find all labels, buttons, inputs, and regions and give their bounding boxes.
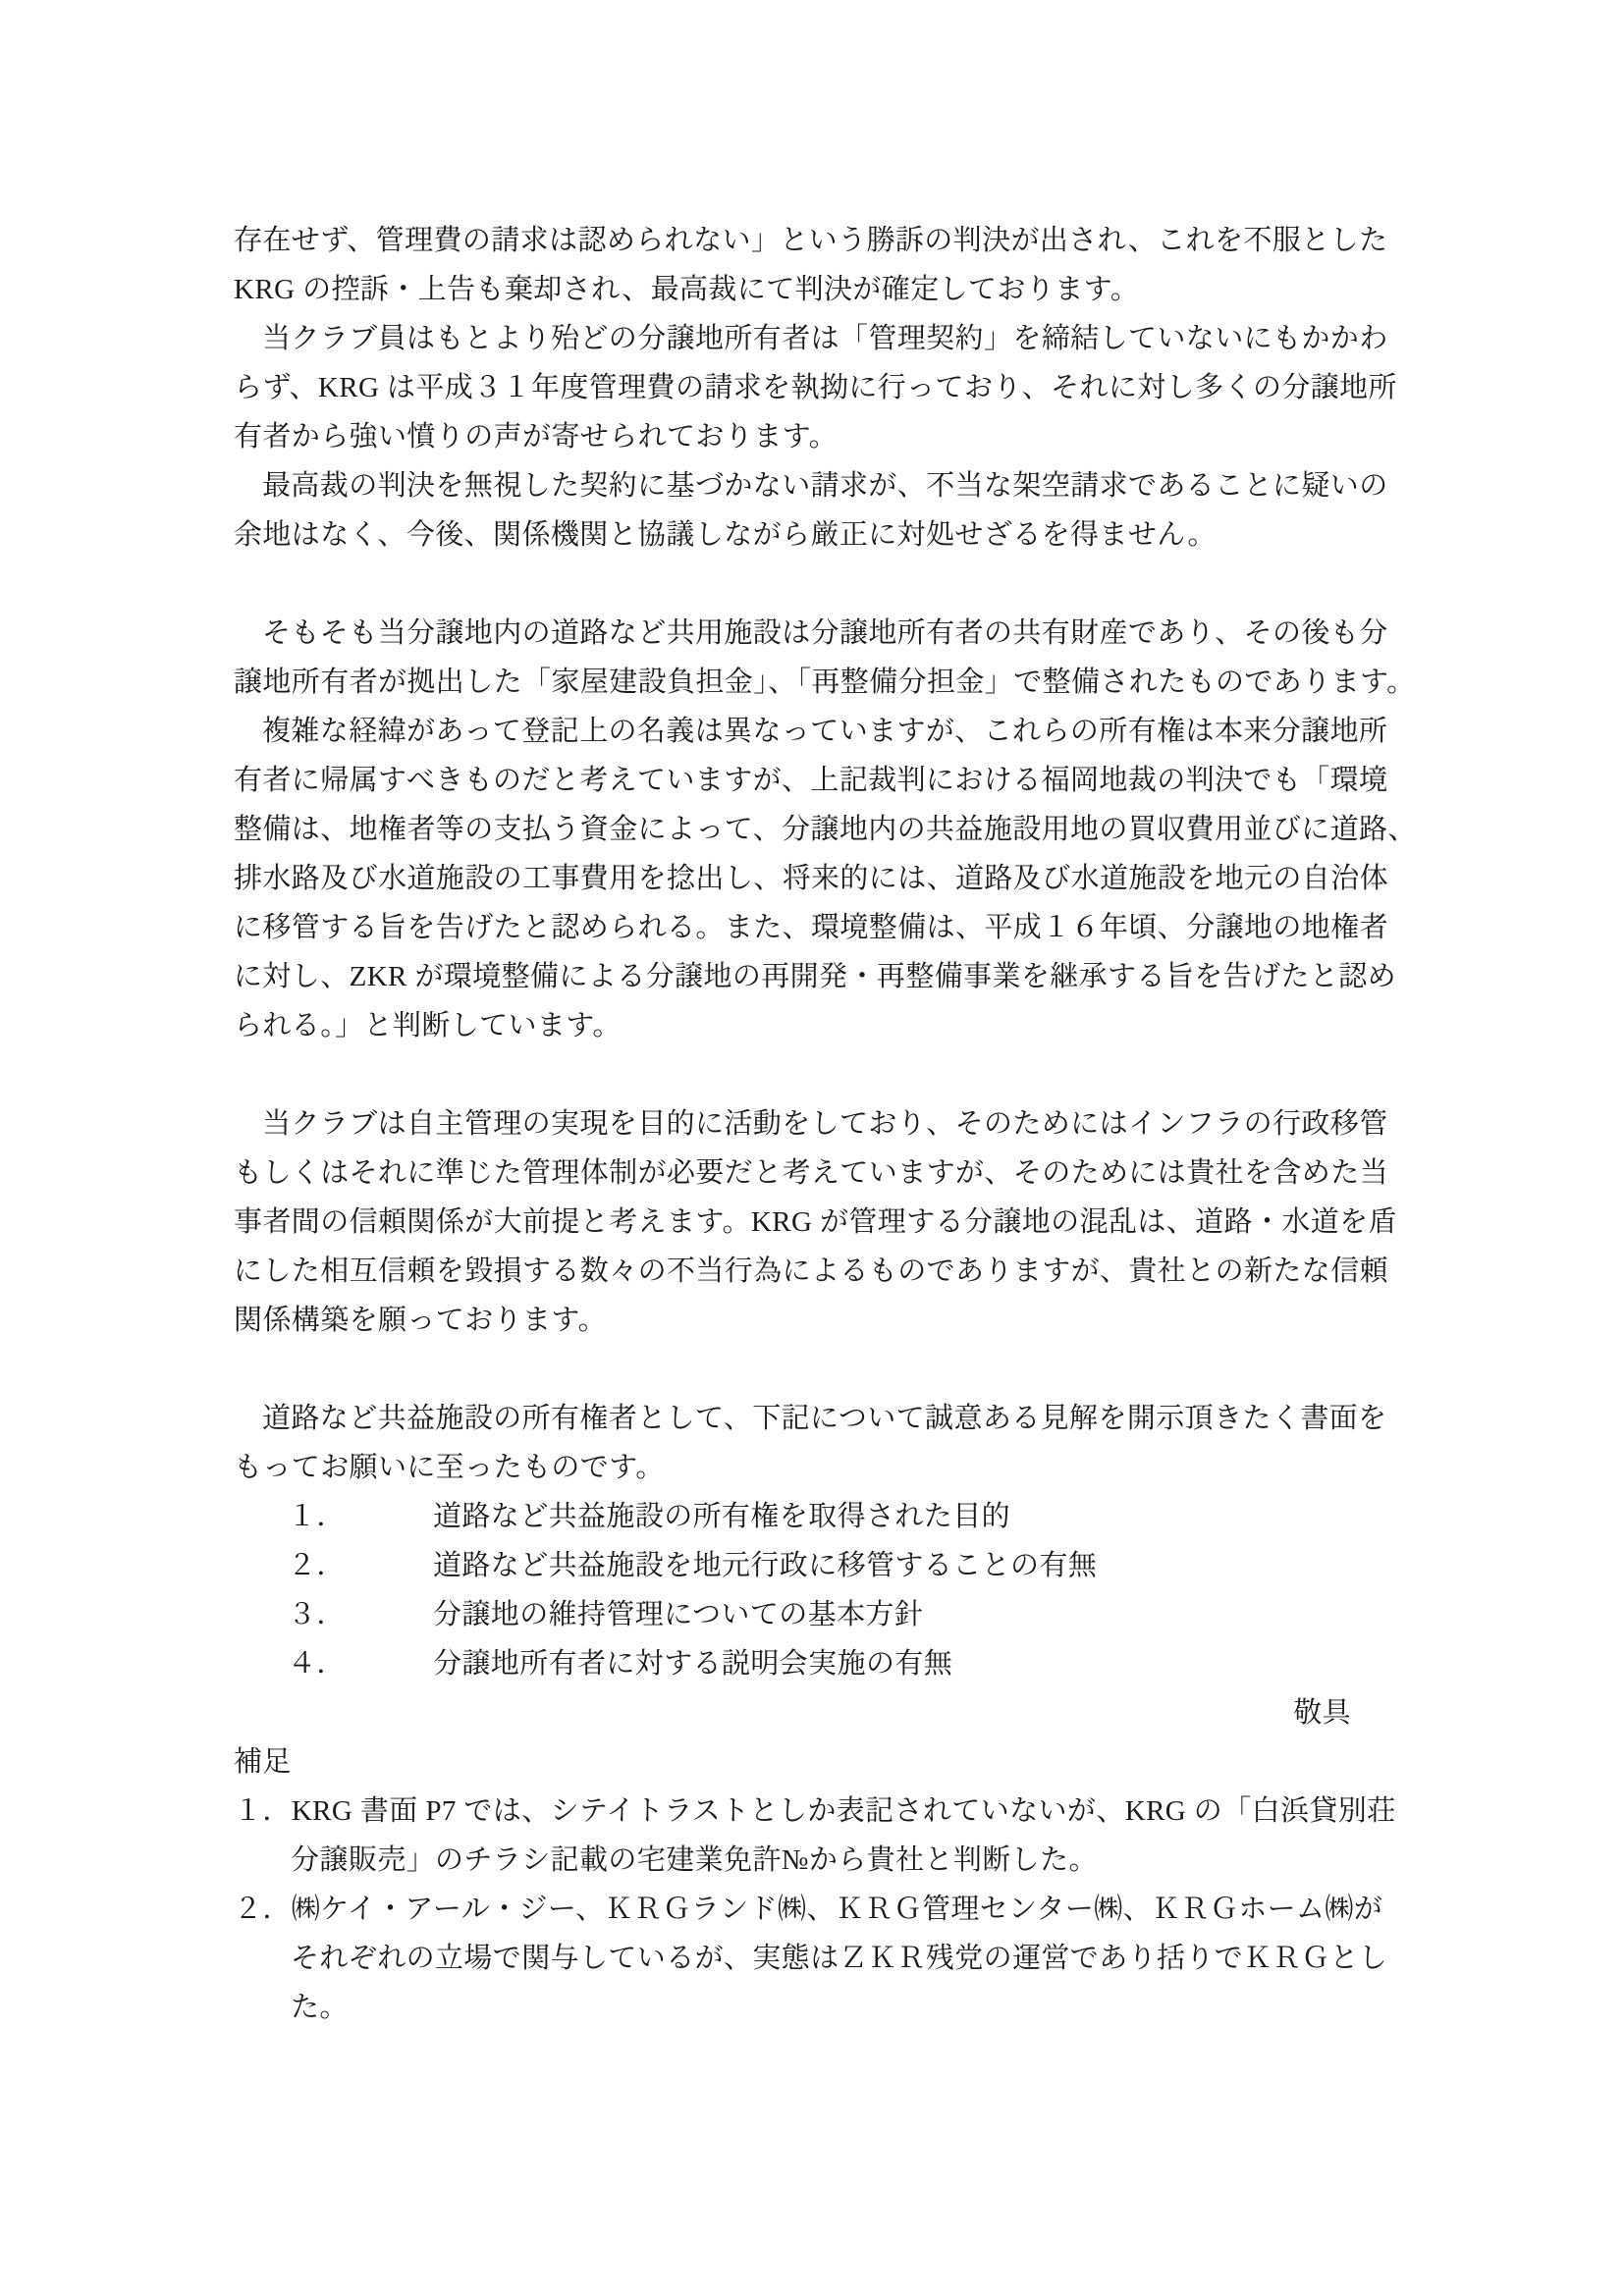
list-number: ２． [288, 1550, 346, 1581]
list-item [234, 1541, 1390, 1590]
list-number: ３． [288, 1599, 346, 1630]
list-text: 道路など共益施設を地元行政に移管することの有無 [433, 1550, 1098, 1581]
list-number: ２． [234, 1894, 292, 1925]
text-line: 道路など共益施設の所有権者として、下記について誠意ある見解を開示頂きたく書面を [262, 1403, 1387, 1434]
text-line: もしくはそれに準じた管理体制が必要だと考えていますが、そのためには貴社を含めた当 [234, 1157, 1389, 1189]
text-line: 譲地所有者が拠出した「家屋建設負担金」、「再整備分担金」で整備されたものであります。 [234, 667, 1416, 698]
list-item [234, 1885, 1390, 1934]
list-text: 分譲地の維持管理についての基本方針 [433, 1599, 924, 1630]
text-line: 関係構築を願っております。 [234, 1305, 607, 1336]
text-line: 存在せず、管理費の請求は認められない」という勝訴の判決が出され、これを不服とした [234, 225, 1388, 256]
text-line: 当クラブ員はもとより殆どの分譲地所有者は「管理契約」を締結していないにもかかわ [262, 323, 1388, 354]
text-line: 事者間の信頼関係が大前提と考えます。KRG が管理する分譲地の混乱は、道路・水道を盾 [234, 1206, 1397, 1238]
text-line: KRG の控訴・上告も棄却され、最高裁にて判決が確定しております。 [234, 274, 1140, 305]
text-line: 有者から強い憤りの声が寄せられております。 [234, 421, 839, 453]
blank-line [234, 1345, 1390, 1394]
text-line: それぞれの立場で関与しているが、実態はＺＫＲ残党の運営であり括りでＫＲＧとし [291, 1943, 1388, 1974]
list-number: ４． [288, 1648, 346, 1680]
text-line: 分譲販売」のチラシ記載の宅建業免許№から貴社と判断した。 [291, 1844, 1098, 1876]
text-line: 余地はなく、今後、関係機関と協議しながら厳正に対処せざるを得ません。 [234, 519, 1217, 551]
text-line: 当クラブは自主管理の実現を目的に活動をしており、そのためにはインフラの行政移管 [262, 1108, 1388, 1140]
document-body [234, 216, 1417, 2032]
blank-line [234, 1050, 1390, 1099]
text-line: た。 [291, 1992, 349, 2023]
text-line: もってお願いに至ったものです。 [234, 1452, 665, 1483]
text-line: 補足 [234, 1746, 292, 1778]
list-item [234, 1590, 1390, 1639]
list-number: １． [288, 1501, 346, 1532]
text-line: 排水路及び水道施設の工事費用を捻出し、将来的には、道路及び水道施設を地元の自治体 [234, 863, 1389, 894]
list-item [234, 1787, 1396, 1836]
list-text: 道路など共益施設の所有権を取得された目的 [433, 1501, 1011, 1532]
text-line: そもそも当分譲地内の道路など共用施設は分譲地所有者の共有財産であり、その後も分 [262, 617, 1388, 649]
text-line: 複雑な経緯があって登記上の名義は異なっていますが、これらの所有権は本来分譲地所 [262, 716, 1388, 747]
closing-word: 敬具 [1293, 1697, 1351, 1729]
text-line: 有者に帰属すべきものだと考えていますが、上記裁判における福岡地裁の判決でも「環境 [234, 765, 1388, 796]
text-line: 整備は、地権者等の支払う資金によって、分譲地内の共益施設用地の買収費用並びに道路、 [234, 814, 1417, 845]
list-item [234, 1639, 1390, 1688]
blank-line [234, 560, 1390, 609]
list-number: １． [234, 1795, 292, 1827]
list-item [234, 1492, 1390, 1541]
text-line: られる。」と判断しています。 [234, 1010, 622, 1041]
text-line: に対し、ZKR が環境整備による分譲地の再開発・再整備事業を継承する旨を告げたと認め [234, 961, 1397, 992]
list-text: KRG 書面 P7 では、シテイトラストとしか表記されていないが、KRG の「白浜貸別荘 [291, 1795, 1396, 1827]
list-text: ㈱ケイ・アール・ジー、ＫＲＧランド㈱、ＫＲＧ管理センター㈱、ＫＲＧホーム㈱が [291, 1894, 1383, 1925]
text-line: 最高裁の判決を無視した契約に基づかない請求が、不当な架空請求であることに疑いの [262, 470, 1388, 502]
text-line: らず、KRG は平成３１年度管理費の請求を執拗に行っており、それに対し多くの分譲地所 [234, 372, 1397, 403]
text-line: にした相互信頼を毀損する数々の不当行為によるものでありますが、貴社との新たな信頼 [234, 1255, 1389, 1287]
text-line: に移管する旨を告げたと認められる。また、環境整備は、平成１６年頃、分譲地の地権者 [234, 912, 1389, 943]
list-text: 分譲地所有者に対する説明会実施の有無 [433, 1648, 953, 1680]
